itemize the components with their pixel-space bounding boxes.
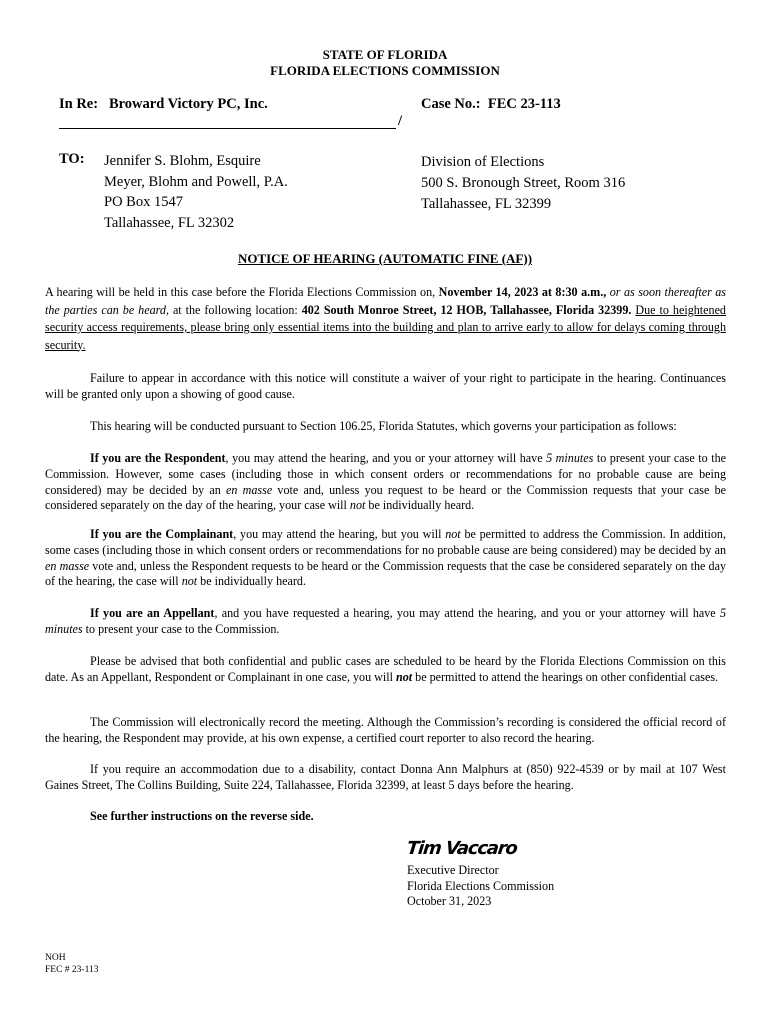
commission-heading: FLORIDA ELECTIONS COMMISSION bbox=[270, 63, 500, 78]
text-run: be individually heard. bbox=[365, 498, 475, 513]
hearing-location: 402 South Monroe Street, 12 HOB, Tallahassee, Florida 32399. bbox=[301, 302, 632, 317]
division-line: Division of Elections bbox=[421, 154, 545, 170]
text-run: be individually heard. bbox=[197, 574, 306, 589]
case-number: Case No.: FEC 23-113 bbox=[421, 96, 561, 112]
security-notice: Due to heightened security access requirements, please bring only essential items into the building and plan to arrive early to allow for delays coming through security. bbox=[45, 302, 726, 352]
text-run: not bbox=[445, 527, 461, 541]
division-line: Tallahassee, FL 32399 bbox=[421, 196, 552, 212]
text-run: not bbox=[396, 669, 413, 684]
text-run: or as soon thereafter as the parties can be heard bbox=[45, 285, 726, 317]
signer-title: Executive Director bbox=[407, 863, 499, 877]
reverse-side-note: See further instructions on the reverse side. bbox=[90, 809, 314, 823]
division-address bbox=[421, 152, 625, 215]
text-run: to present your case to the Commission. However, some cases (including those in which consent orders or recommendations for no probable cause are being considered) may be decided by an bbox=[45, 451, 726, 497]
text-run: , and you have requested a hearing, you may attend the hearing, and you or your attorney will have bbox=[214, 606, 720, 620]
signature: Tim Vaccaro bbox=[405, 838, 518, 859]
in-re-caption: In Re: Broward Victory PC, Inc. bbox=[59, 96, 268, 112]
text-run: 5 minutes bbox=[546, 451, 594, 465]
text-run: If you are the Respondent bbox=[90, 451, 226, 465]
text-run: en masse bbox=[45, 558, 90, 573]
text-run: 5 minutes bbox=[45, 606, 727, 636]
hearing-date: November 14, 2023 at 8:30 a.m., bbox=[438, 285, 607, 299]
document-header bbox=[0, 47, 770, 79]
recipient-line: Tallahassee, FL 32302 bbox=[104, 214, 235, 231]
to-label: TO: bbox=[59, 151, 85, 167]
text-run: to present your case to the Commission. bbox=[82, 621, 280, 636]
state-heading: STATE OF FLORIDA bbox=[322, 47, 448, 62]
statute-paragraph: This hearing will be conducted pursuant to Section 106.25, Florida Statutes, which governs your participation as follows: bbox=[90, 419, 677, 433]
notice-date: October 31, 2023 bbox=[407, 894, 492, 909]
text-run: , you may attend the hearing, and you or your attorney will have bbox=[225, 451, 547, 465]
accommodation-paragraph: If you require an accommodation due to a disability, contact Donna Ann Malphurs at (850) 922-4539 or by mail at 107 West Gaines Street, The Collins Building, Suite 224, Tallahassee, Florida 32399, at least 5 days before the hearing. bbox=[45, 762, 726, 792]
document-footer bbox=[45, 952, 98, 976]
text-run: , you may attend the hearing, but you will bbox=[233, 527, 446, 541]
complainant-paragraph bbox=[45, 527, 726, 590]
failure-paragraph: Failure to appear in accordance with this notice will constitute a waiver of your right to participate in the hearing. Continuances will be granted only upon a showing of good cause. bbox=[45, 371, 726, 401]
hearing-paragraph bbox=[45, 284, 726, 354]
caption-slash: / bbox=[398, 113, 403, 129]
recipient-line: Jennifer S. Blohm, Esquire bbox=[104, 153, 261, 169]
recipient-line: PO Box 1547 bbox=[104, 194, 183, 210]
recording-paragraph: The Commission will electronically record the meeting. Although the Commission’s recording is considered the official record of the hearing, the Respondent may provide, at his own expense, a certified court reporter to also record the hearing. bbox=[45, 715, 726, 745]
appellant-paragraph bbox=[45, 606, 726, 638]
recipient-line: Meyer, Blohm and Powell, P.A. bbox=[104, 173, 288, 190]
text-run: be permitted to attend the hearings on other confidential cases. bbox=[412, 669, 719, 684]
footer-code: NOH bbox=[45, 953, 66, 963]
notice-title: NOTICE OF HEARING (AUTOMATIC FINE (AF)) bbox=[237, 251, 533, 266]
text-run: en masse bbox=[226, 482, 273, 497]
text-run: vote and, unless you request to be heard or the Commission requests that your case be considered separately on the day of the hearing, your case will bbox=[45, 482, 726, 513]
text-run: , at the following location: bbox=[165, 302, 302, 317]
footer-case-number: FEC # 23-113 bbox=[45, 965, 99, 975]
text-run: not bbox=[181, 574, 198, 589]
division-line: 500 S. Bronough Street, Room 316 bbox=[421, 175, 626, 191]
caption-rule bbox=[59, 128, 396, 129]
text-run: If you are the Complainant bbox=[90, 527, 234, 541]
confidential-paragraph bbox=[45, 654, 726, 686]
signature-block bbox=[407, 863, 554, 910]
respondent-paragraph bbox=[45, 451, 726, 514]
text-run: vote and, unless the Respondent requests to be heard or the Commission requests that the case be considered separately on the day of the hearing, the case will bbox=[45, 558, 726, 589]
text-run: If you are an Appellant bbox=[90, 606, 215, 620]
text-run: Please be advised that both confidential and public cases are scheduled to be heard by the Florida Elections Commission on this date. As an Appellant, Respondent or Complainant in one case, you will bbox=[45, 654, 726, 684]
signer-organization: Florida Elections Commission bbox=[407, 878, 555, 893]
text-run: be permitted to address the Commission. In addition, some cases (including those in which consent orders or recommendations for no probable cause are being considered) may be decided by an bbox=[45, 527, 726, 557]
text-run: A hearing will be held in this case before the Florida Elections Commission on, bbox=[45, 285, 439, 299]
text-run: not bbox=[349, 498, 366, 513]
recipient-address bbox=[104, 151, 288, 233]
